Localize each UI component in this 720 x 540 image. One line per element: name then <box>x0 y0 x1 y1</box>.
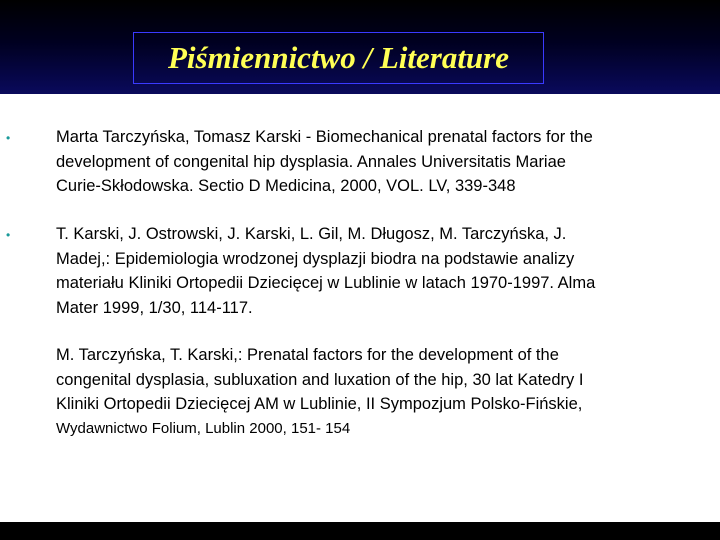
reference-line: Madej,: Epidemiologia wrodzonej dysplazji biodra na podstawie analizy <box>56 249 575 268</box>
reference-line: T. Karski, J. Ostrowski, J. Karski, L. Gil, M. Długosz, M. Tarczyńska, J. <box>56 225 567 243</box>
reference-2 <box>56 222 714 320</box>
bullet-icon: • <box>6 228 11 242</box>
reference-line: Wydawnictwo Folium, Lublin 2000, 151- 154 <box>56 419 351 437</box>
reference-line: Curie-Skłodowska. Sectio D Medicina, 2000, VOL. LV, 339-348 <box>56 177 516 195</box>
reference-line: Kliniki Ortopedii Dziecięcej AM w Lublinie, II Sympozjum Polsko-Fińskie, <box>56 395 583 413</box>
reference-line: M. Tarczyńska, T. Karski,: Prenatal factors for the development of the <box>56 346 559 364</box>
title-banner <box>0 0 720 94</box>
reference-1 <box>56 125 714 199</box>
bullet-icon: • <box>6 131 11 145</box>
reference-3 <box>56 343 714 441</box>
reference-line: materiału Kliniki Ortopedii Dziecięcej w Lublinie w latach 1970-1997. Alma <box>56 274 596 292</box>
reference-line: Mater 1999, 1/30, 114-117. <box>56 298 253 317</box>
reference-line: development of congenital hip dysplasia. Annales Universitatis Mariae <box>56 152 566 171</box>
references-area <box>0 94 720 522</box>
title-box <box>133 32 544 84</box>
slide-title: Piśmiennictwo / Literature <box>167 40 509 75</box>
reference-line: Marta Tarczyńska, Tomasz Karski - Biomechanical prenatal factors for the <box>56 128 593 146</box>
reference-line: congenital dysplasia, subluxation and luxation of the hip, 30 lat Katedry I <box>56 370 584 389</box>
footer-bar <box>0 522 720 540</box>
